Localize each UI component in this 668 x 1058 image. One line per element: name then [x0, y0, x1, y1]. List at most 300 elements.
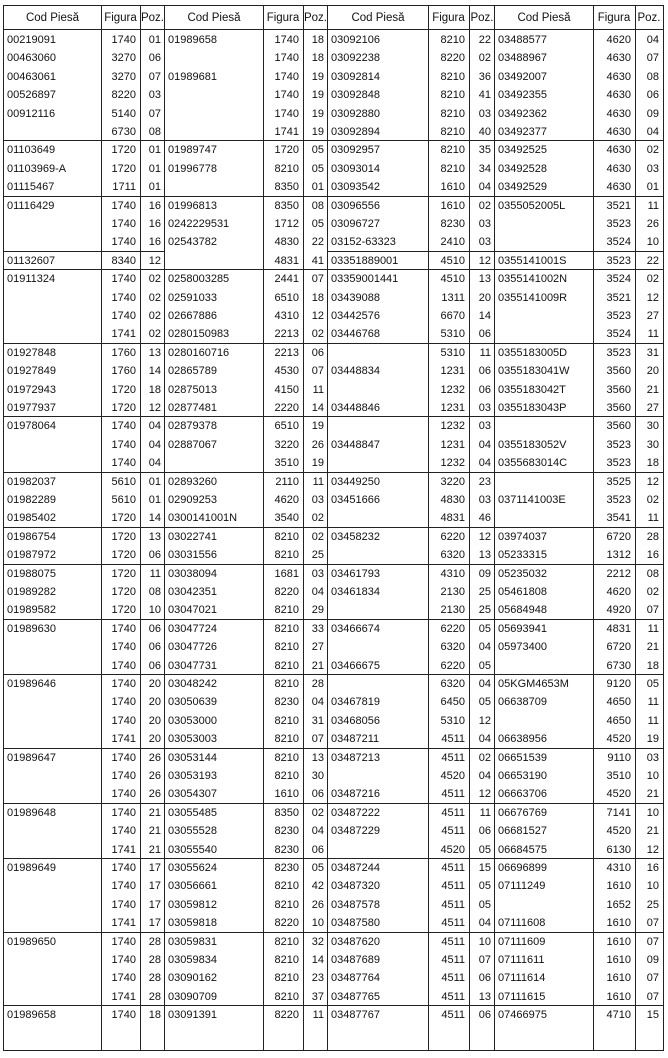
cell-poz: 21	[311, 659, 324, 672]
cell-figura: 6320	[440, 678, 465, 690]
cell-cod-piesa: 03090162	[168, 972, 217, 985]
table-row	[328, 933, 494, 951]
cell-poz: 20	[148, 696, 161, 709]
cell-figura: 1740	[111, 199, 136, 212]
cell-cod-piesa: 0280160716	[168, 346, 230, 359]
cell-poz: 13	[311, 751, 324, 764]
cell-figura: 4831	[274, 254, 299, 267]
cell-cod-piesa: 03055485	[168, 806, 217, 819]
table-row	[4, 822, 164, 840]
cell-poz: 18	[311, 52, 324, 65]
table-row	[4, 509, 164, 527]
cell-figura: 3270	[111, 70, 136, 83]
table-row	[495, 344, 663, 362]
cell-figura: 1610	[606, 990, 631, 1003]
table-row	[495, 583, 663, 601]
cell-poz: 01	[646, 181, 659, 194]
table-row	[165, 988, 327, 1006]
cell-cod-piesa: 02909253	[168, 494, 217, 506]
cell-poz: 12	[646, 843, 659, 856]
cell-cod-piesa: 01989630	[7, 622, 56, 635]
table-row	[495, 620, 663, 638]
table-row	[328, 528, 494, 546]
cell-cod-piesa: 0258003285	[168, 273, 230, 286]
cell-figura: 1740	[111, 236, 136, 249]
table-row	[328, 841, 494, 859]
cell-poz: 03	[478, 218, 491, 230]
cell-figura: 8210	[440, 126, 465, 138]
cell-figura: 1740	[111, 954, 136, 966]
cell-cod-piesa: 07111609	[498, 935, 546, 948]
table-row	[4, 436, 164, 454]
cell-cod-piesa: 03053144	[168, 751, 217, 764]
table-row	[165, 178, 327, 196]
cell-cod-piesa: 03487764	[331, 972, 380, 985]
cell-poz: 13	[478, 990, 491, 1003]
cell-poz: 15	[646, 1009, 659, 1022]
cell-poz: 10	[646, 236, 659, 249]
cell-poz: 01	[311, 181, 324, 194]
table-row	[165, 233, 327, 251]
table-row	[328, 969, 494, 987]
cell-figura: 1610	[274, 788, 299, 801]
table-block-3	[328, 6, 495, 1050]
cell-figura: 3560	[606, 420, 631, 433]
table-row	[495, 215, 663, 233]
cell-poz: 22	[311, 236, 324, 249]
cell-figura: 1720	[111, 586, 136, 598]
cell-figura: 8230	[274, 862, 299, 874]
table-row	[495, 362, 663, 380]
cell-figura: 4510	[440, 254, 465, 267]
cell-poz: 06	[478, 328, 491, 341]
table-row	[495, 804, 663, 822]
cell-cod-piesa: 02667886	[168, 310, 217, 322]
cell-figura: 3270	[111, 52, 136, 65]
cell-poz: 26	[311, 898, 324, 911]
cell-figura: 1740	[111, 622, 136, 635]
cell-figura: 6130	[606, 843, 631, 856]
cell-figura: 2213	[274, 328, 299, 341]
cell-cod-piesa: 01996778	[168, 162, 217, 175]
table-row	[165, 49, 327, 67]
cell-cod-piesa: 03487211	[331, 733, 380, 746]
cell-cod-piesa: 03492525	[498, 144, 547, 157]
table-row	[165, 86, 327, 104]
cell-figura: 3560	[606, 383, 631, 396]
table-row	[4, 123, 164, 141]
cell-cod-piesa: 03442576	[331, 310, 380, 322]
table-row	[4, 638, 164, 656]
table-row	[165, 859, 327, 877]
cell-figura: 8230	[274, 696, 299, 709]
cell-figura: 5310	[440, 346, 465, 359]
table-row	[165, 657, 327, 675]
cell-poz: 06	[478, 1009, 491, 1022]
cell-poz: 31	[646, 346, 659, 359]
table-row	[165, 160, 327, 178]
cell-cod-piesa: 03059834	[168, 954, 217, 966]
table-row	[328, 105, 494, 123]
table-row	[495, 914, 663, 932]
cell-cod-piesa: 01132607	[7, 254, 56, 267]
table-row	[328, 86, 494, 104]
cell-figura: 1720	[111, 530, 136, 543]
cell-cod-piesa: 01982037	[7, 475, 56, 488]
cell-figura: 8220	[274, 586, 299, 598]
cell-cod-piesa: 03448847	[331, 438, 380, 451]
cell-cod-piesa: 0280150983	[168, 328, 230, 341]
header-cod-piesa: Cod Piesă	[187, 12, 241, 24]
cell-cod-piesa: 03487216	[331, 788, 380, 801]
cell-figura: 8210	[274, 162, 299, 175]
table-row	[4, 601, 164, 619]
cell-cod-piesa: 05973400	[498, 641, 547, 654]
cell-figura: 1741	[111, 917, 136, 930]
cell-figura: 6220	[440, 530, 465, 543]
cell-poz: 20	[646, 365, 659, 378]
table-row	[4, 675, 164, 693]
table-row	[4, 178, 164, 196]
cell-cod-piesa: 03359001441	[331, 273, 399, 286]
cell-poz: 12	[148, 402, 161, 414]
cell-cod-piesa: 06684575	[498, 843, 547, 856]
cell-cod-piesa: 01927849	[7, 365, 56, 378]
header-cod-piesa: Cod Piesă	[25, 12, 80, 24]
cell-figura: 3523	[606, 346, 631, 359]
table-row	[495, 325, 663, 343]
cell-poz: 20	[148, 714, 161, 727]
table-row	[4, 896, 164, 914]
cell-figura: 1312	[606, 549, 631, 562]
cell-poz: 06	[148, 641, 161, 654]
cell-poz: 12	[311, 310, 324, 322]
cell-cod-piesa: 03467819	[331, 696, 380, 709]
cell-figura: 8210	[274, 898, 299, 911]
cell-figura: 1740	[111, 218, 136, 230]
table-row	[4, 988, 164, 1006]
table-row	[328, 675, 494, 693]
cell-figura: 1740	[274, 34, 299, 46]
cell-poz: 23	[478, 475, 491, 488]
cell-figura: 6720	[606, 641, 631, 654]
cell-cod-piesa: 06696899	[498, 862, 547, 874]
table-row	[328, 325, 494, 343]
cell-poz: 05	[311, 862, 324, 874]
cell-figura: 4920	[606, 604, 631, 617]
cell-cod-piesa: 03461834	[331, 586, 380, 598]
cell-figura: 4511	[441, 806, 465, 819]
table-row	[4, 804, 164, 822]
cell-poz: 17	[148, 880, 161, 893]
cell-figura: 1740	[111, 273, 136, 286]
table-row	[165, 675, 327, 693]
cell-poz: 19	[311, 107, 324, 120]
cell-poz: 12	[148, 254, 161, 267]
cell-figura: 3524	[606, 328, 631, 341]
cell-poz: 11	[647, 512, 659, 525]
cell-figura: 6450	[440, 696, 465, 709]
cell-poz: 13	[148, 346, 161, 359]
cell-figura: 1232	[440, 383, 465, 396]
cell-cod-piesa: 00219091	[7, 34, 56, 46]
cell-poz: 12	[478, 254, 491, 267]
cell-poz: 21	[646, 641, 659, 654]
cell-cod-piesa: 0355183043P	[498, 402, 567, 414]
cell-cod-piesa: 01989582	[7, 604, 56, 617]
cell-figura: 4710	[606, 1009, 631, 1022]
cell-cod-piesa: 07111249	[498, 880, 546, 893]
cell-poz: 32	[311, 935, 324, 948]
table-row	[165, 528, 327, 546]
cell-cod-piesa: 01927848	[7, 346, 56, 359]
cell-cod-piesa: 03092848	[331, 89, 380, 102]
table-row	[4, 785, 164, 803]
table-row	[328, 749, 494, 767]
cell-poz: 01	[148, 34, 161, 46]
cell-cod-piesa: 02543782	[168, 236, 217, 249]
table-row	[495, 546, 663, 564]
cell-poz: 30	[646, 420, 659, 433]
cell-figura: 8210	[274, 678, 299, 690]
cell-poz: 06	[478, 383, 491, 396]
cell-poz: 16	[148, 218, 161, 230]
cell-cod-piesa: 03492529	[498, 181, 547, 194]
cell-poz: 05	[478, 659, 491, 672]
cell-figura: 4630	[606, 126, 631, 138]
cell-poz: 03	[478, 402, 491, 414]
table-row	[328, 565, 494, 583]
cell-poz: 26	[311, 438, 324, 451]
table-row	[4, 491, 164, 509]
cell-poz: 06	[148, 549, 161, 562]
cell-poz: 33	[311, 622, 324, 635]
table-row	[328, 693, 494, 711]
cell-figura: 8210	[440, 162, 465, 175]
cell-figura: 1711	[112, 181, 136, 194]
cell-figura: 4620	[606, 34, 631, 46]
table-row	[4, 233, 164, 251]
cell-figura: 3560	[606, 365, 631, 378]
table-row	[495, 951, 663, 969]
cell-figura: 1311	[441, 291, 465, 304]
cell-poz: 02	[646, 494, 659, 506]
cell-figura: 1740	[274, 107, 299, 120]
table-row	[165, 841, 327, 859]
table-row	[165, 289, 327, 307]
cell-cod-piesa: 02893260	[168, 475, 217, 488]
cell-cod-piesa: 03093542	[331, 181, 380, 194]
table-row	[328, 896, 494, 914]
cell-figura: 4630	[606, 144, 631, 157]
table-row	[328, 436, 494, 454]
cell-cod-piesa: 03048242	[168, 678, 217, 690]
table-row	[165, 491, 327, 509]
table-row	[165, 399, 327, 417]
cell-figura: 8210	[440, 89, 465, 102]
cell-poz: 22	[646, 254, 659, 267]
cell-cod-piesa: 03047724	[168, 622, 217, 635]
cell-figura: 3523	[606, 310, 631, 322]
cell-cod-piesa: 03492007	[498, 70, 547, 83]
cell-poz: 08	[311, 199, 324, 212]
cell-poz: 05	[478, 898, 491, 911]
cell-cod-piesa: 03492528	[498, 162, 547, 175]
cell-cod-piesa: 00912116	[7, 107, 56, 120]
cell-poz: 07	[646, 972, 659, 985]
cell-poz: 37	[311, 990, 324, 1003]
cell-figura: 4630	[606, 181, 631, 194]
header-figura: Figura	[597, 12, 631, 24]
cell-figura: 1720	[111, 512, 136, 525]
cell-cod-piesa: 07111608	[498, 917, 546, 930]
cell-poz: 10	[148, 604, 161, 617]
cell-poz: 04	[148, 420, 161, 433]
cell-figura: 9110	[607, 751, 631, 764]
cell-cod-piesa: 03092106	[331, 34, 380, 46]
cell-cod-piesa: 03461793	[331, 567, 380, 580]
table-row	[4, 105, 164, 123]
cell-poz: 41	[311, 254, 324, 267]
cell-figura: 1720	[274, 144, 299, 157]
cell-figura: 1740	[111, 678, 136, 690]
table-row	[4, 362, 164, 380]
cell-poz: 18	[311, 34, 324, 46]
table-row	[165, 546, 327, 564]
cell-cod-piesa: 03053000	[168, 714, 217, 727]
cell-figura: 1740	[274, 70, 299, 83]
cell-figura: 4650	[606, 696, 631, 709]
cell-figura: 1741	[111, 328, 136, 341]
cell-figura: 8210	[274, 604, 299, 617]
table-row	[495, 197, 663, 215]
cell-cod-piesa: 03488967	[498, 52, 547, 65]
cell-cod-piesa: 0355141009R	[498, 291, 568, 304]
table-row	[165, 105, 327, 123]
cell-cod-piesa: 05233315	[498, 549, 547, 562]
cell-figura: 3540	[274, 512, 299, 525]
cell-figura: 4830	[440, 494, 465, 506]
table-row	[328, 160, 494, 178]
cell-poz: 04	[478, 181, 491, 194]
table-row	[165, 822, 327, 840]
cell-poz: 08	[646, 567, 659, 580]
table-row	[165, 325, 327, 343]
table-row	[165, 141, 327, 159]
cell-poz: 25	[478, 604, 491, 617]
cell-poz: 11	[479, 806, 491, 819]
cell-figura: 1740	[111, 972, 136, 985]
cell-cod-piesa: 01986754	[7, 530, 56, 543]
cell-cod-piesa: 03152-63323	[331, 236, 396, 249]
cell-poz: 27	[311, 641, 324, 654]
table-row	[495, 454, 663, 472]
cell-figura: 1740	[111, 659, 136, 672]
cell-poz: 14	[148, 512, 161, 525]
cell-cod-piesa: 03974037	[498, 530, 547, 543]
table-row	[165, 344, 327, 362]
header-row	[495, 6, 663, 30]
cell-poz: 02	[148, 291, 161, 304]
cell-poz: 28	[148, 972, 161, 985]
cell-cod-piesa: 03487213	[331, 751, 380, 764]
cell-poz: 21	[148, 806, 161, 819]
cell-cod-piesa: 03488577	[498, 34, 547, 46]
table-row	[4, 620, 164, 638]
cell-poz: 19	[311, 70, 324, 83]
table-row	[328, 344, 494, 362]
cell-poz: 30	[646, 438, 659, 451]
cell-cod-piesa: 01115467	[7, 181, 55, 194]
cell-poz: 11	[647, 696, 659, 709]
table-row	[495, 233, 663, 251]
cell-poz: 01	[148, 144, 161, 157]
cell-poz: 07	[311, 733, 324, 746]
cell-cod-piesa: 03492355	[498, 89, 547, 102]
header-figura: Figura	[266, 12, 300, 24]
cell-poz: 18	[311, 291, 324, 304]
table-row	[495, 657, 663, 675]
parts-index-table	[3, 5, 664, 1051]
cell-poz: 26	[148, 788, 161, 801]
table-row	[495, 381, 663, 399]
cell-figura: 1232	[440, 457, 465, 470]
cell-cod-piesa: 01987972	[7, 549, 56, 562]
table-row	[165, 969, 327, 987]
cell-poz: 34	[478, 162, 491, 175]
table-row	[4, 546, 164, 564]
cell-poz: 02	[148, 273, 161, 286]
cell-figura: 4511	[441, 733, 465, 746]
table-row	[4, 141, 164, 159]
table-row	[165, 307, 327, 325]
cell-cod-piesa: 03092880	[331, 107, 380, 120]
cell-poz: 07	[311, 273, 324, 286]
cell-poz: 14	[148, 365, 161, 378]
cell-cod-piesa: 05KGM4653M	[498, 678, 569, 690]
table-row	[328, 951, 494, 969]
cell-cod-piesa: 01988075	[7, 567, 56, 580]
table-row	[495, 841, 663, 859]
cell-poz: 19	[646, 733, 659, 746]
cell-figura: 3524	[606, 236, 631, 249]
cell-figura: 1740	[274, 52, 299, 65]
cell-poz: 04	[478, 678, 491, 690]
cell-poz: 07	[646, 990, 659, 1003]
cell-cod-piesa: 01103649	[7, 144, 56, 157]
table-row	[165, 197, 327, 215]
table-row	[328, 491, 494, 509]
cell-figura: 1681	[274, 567, 299, 580]
cell-poz: 03	[478, 107, 491, 120]
cell-poz: 02	[148, 310, 161, 322]
cell-figura: 3523	[606, 494, 631, 506]
cell-figura: 4310	[440, 567, 465, 580]
cell-figura: 1740	[274, 89, 299, 102]
cell-poz: 23	[311, 972, 324, 985]
cell-figura: 2110	[275, 475, 299, 488]
cell-poz: 05	[478, 843, 491, 856]
cell-cod-piesa: 03096556	[331, 199, 380, 212]
cell-poz: 22	[478, 34, 491, 46]
cell-poz: 09	[478, 567, 491, 580]
cell-figura: 4830	[274, 236, 299, 249]
cell-poz: 03	[311, 567, 324, 580]
cell-figura: 1740	[111, 457, 136, 470]
cell-cod-piesa: 03487244	[331, 862, 380, 874]
cell-poz: 17	[148, 917, 161, 930]
cell-cod-piesa: 0300141001N	[168, 512, 238, 525]
